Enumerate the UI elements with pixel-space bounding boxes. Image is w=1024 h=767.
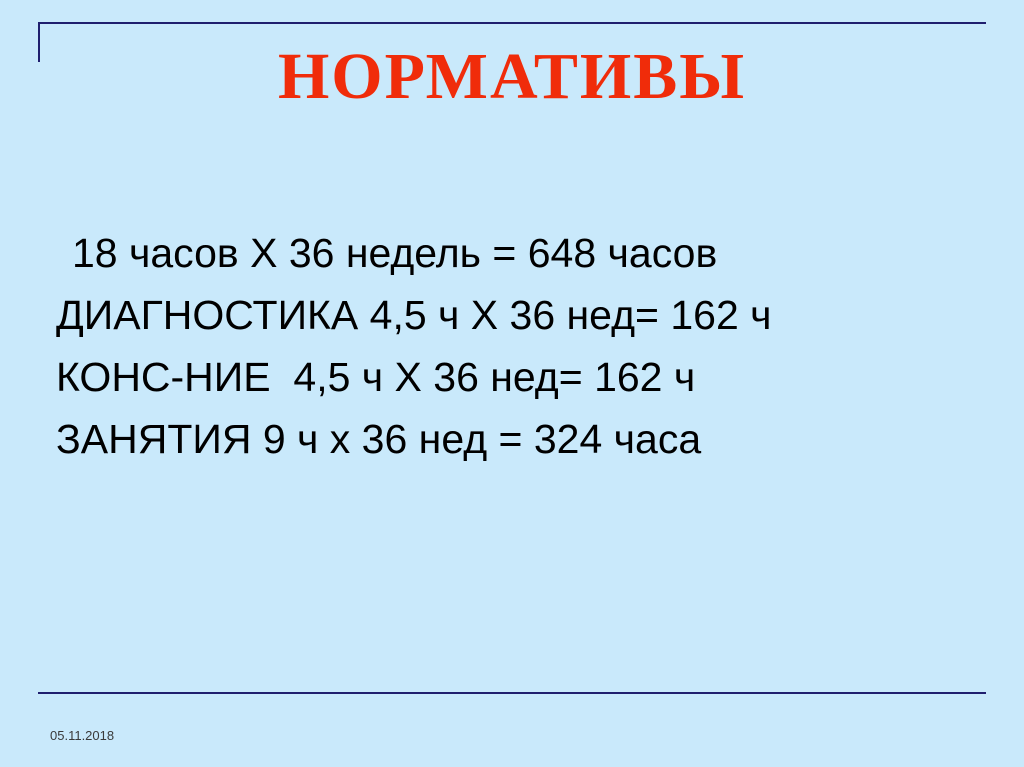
body-text-block — [56, 222, 976, 470]
decorative-bottom-rule — [38, 692, 986, 694]
body-line: ЗАНЯТИЯ 9 ч х 36 нед = 324 часа — [56, 416, 702, 462]
body-line: ДИАГНОСТИКА 4,5 ч Х 36 нед= 162 ч — [56, 292, 772, 338]
body-line: 18 часов Х 36 недель = 648 часов — [72, 230, 718, 276]
body-line: КОНС-НИЕ 4,5 ч Х 36 нед= 162 ч — [56, 354, 696, 400]
decorative-top-rule — [38, 22, 986, 24]
footer-date: 05.11.2018 — [50, 728, 115, 743]
page-title: НОРМАТИВЫ — [277, 40, 747, 113]
